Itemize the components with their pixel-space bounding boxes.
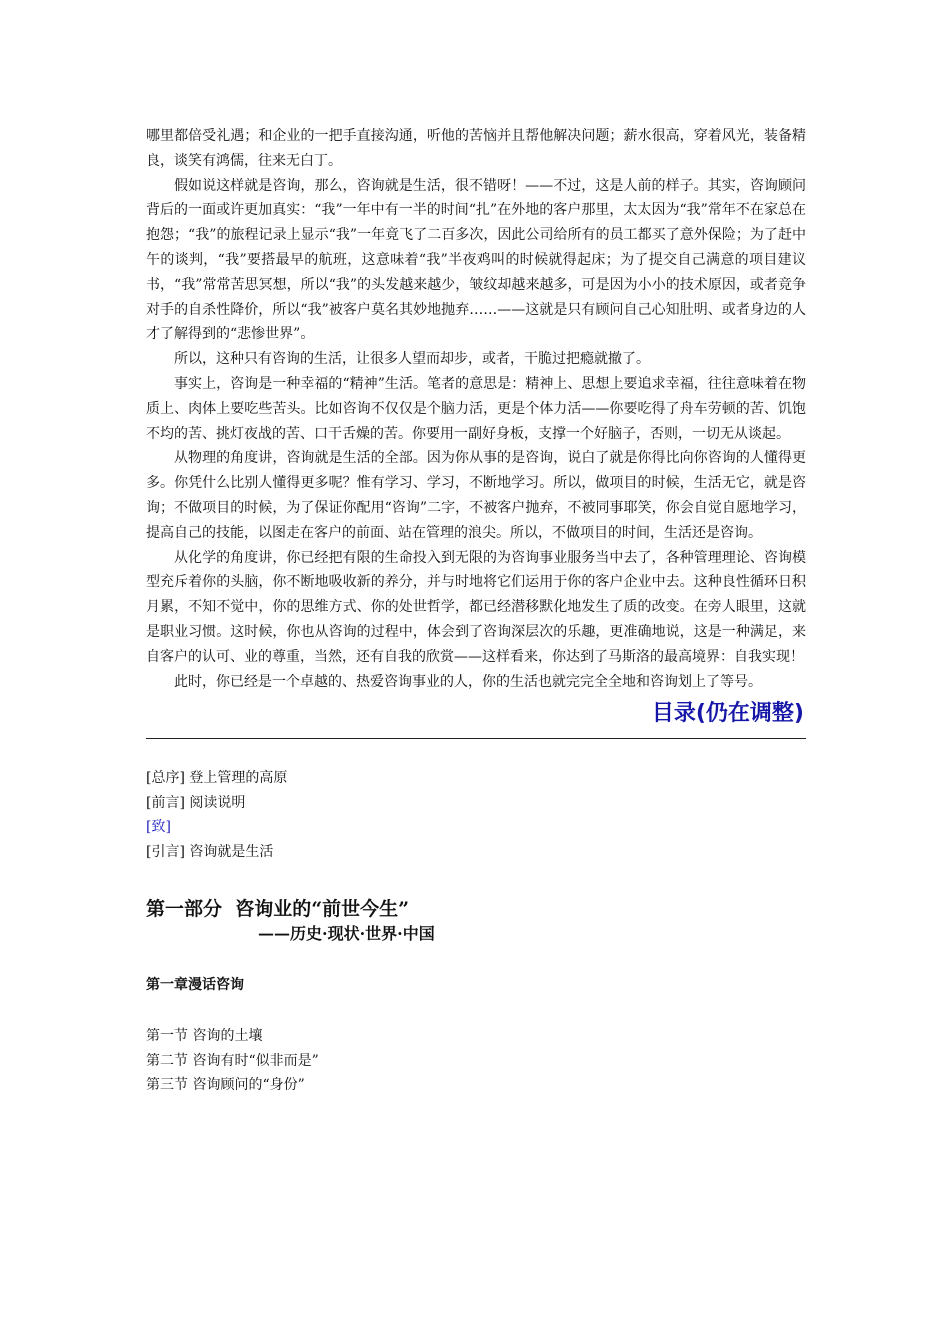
toc-heading: 目录(仍在调整) [651, 701, 804, 727]
chapter-title: 第一章漫话咨询 [146, 977, 244, 994]
toc-item-preface[interactable] [146, 766, 806, 791]
toc-item-introduction[interactable] [146, 840, 806, 865]
paragraph-6: 从化学的角度讲，你已经把有限的生命投入到无限的为咨询事业服务当中去了，各种管理理论、咨询模型充斥着你的头脑，你不断地吸收新的养分，并与时地将它们运用于你的客户企业中去。这种良性循环日积月累，不知不觉中，你的思维方式、你的处世哲学，都已经潜移默化地发生了质的改变。在旁人眼里，这就是职业习惯。这时候，你也从咨询的过程中，体会到了咨询深层次的乐趣，更准确地说，这是一种满足，来自客户的认可、业的尊重，当然，还有自我的欣赏——这样看来，你达到了马斯洛的最高境界：自我实现！ [146, 549, 806, 665]
toc-list [146, 766, 806, 864]
toc-item-title: 咨询就是生活 [189, 843, 274, 860]
paragraph-1: 哪里都倍受礼遇；和企业的一把手直接沟通，听他的苦恼并且帮他解决问题；薪水很高，穿着风光，装备精良，谈笑有鸿儒，往来无白丁。 [146, 128, 806, 169]
section-item[interactable] [146, 1024, 806, 1049]
toc-item-acknowledgement[interactable] [146, 815, 806, 840]
toc-item-tag: [前言] [146, 794, 185, 811]
section-list [146, 1024, 806, 1098]
toc-item-link[interactable]: [致] [146, 819, 171, 836]
toc-item-title: 登上管理的高原 [189, 770, 288, 787]
section-title: 咨询顾问的“身份” [192, 1077, 305, 1094]
toc-item-tag: [总序] [146, 770, 185, 787]
part-title: 第一部分 咨询业的“前世今生” [146, 898, 410, 921]
paragraph-7: 此时，你已经是一个卓越的、热爱咨询事业的人，你的生活也就完完全全地和咨询划上了等号。 [174, 673, 762, 690]
part-subtitle: ——历史·现状·世界·中国 [258, 924, 435, 944]
toc-item-tag: [引言] [146, 843, 185, 860]
section-item[interactable] [146, 1049, 806, 1074]
toc-divider [146, 738, 806, 739]
section-item[interactable] [146, 1073, 806, 1098]
body-text [146, 124, 806, 694]
toc-item-foreword[interactable] [146, 791, 806, 816]
paragraph-4: 事实上，咨询是一种幸福的“精神”生活。笔者的意思是：精神上、思想上要追求幸福，往往意味着在物质上、肉体上要吃些苦头。比如咨询不仅仅是个脑力活，更是个体力活——你要吃得了舟车劳顿的苦、饥饱不均的苦、挑灯夜战的苦、口干舌燥的苦。你要用一副好身板，支撑一个好脑子，否则，一切无从谈起。 [146, 375, 806, 442]
section-title: 咨询的土壤 [192, 1028, 263, 1045]
section-label: 第三节 [146, 1077, 188, 1094]
section-title: 咨询有时“似非而是” [192, 1052, 319, 1069]
toc-item-title: 阅读说明 [189, 794, 246, 811]
section-label: 第二节 [146, 1052, 188, 1069]
document-page [146, 124, 806, 1098]
paragraph-3: 所以，这种只有咨询的生活，让很多人望而却步，或者，干脆过把瘾就撤了。 [174, 351, 650, 368]
section-label: 第一节 [146, 1028, 188, 1045]
paragraph-5: 从物理的角度讲，咨询就是生活的全部。因为你从事的是咨询，说白了就是你得比向你咨询的人懂得更多。你凭什么比别人懂得更多呢？惟有学习、学习，不断地学习。所以，做项目的时候，生活无它，就是咨询；不做项目的时候，为了保证你配用“咨询”二字，不被客户抛弃，不被同事耶笑，你会自觉自愿地学习，提高自己的技能，以图走在客户的前面、站在管理的浪尖。所以，不做项目的时间，生活还是咨询。 [146, 450, 806, 541]
paragraph-2: 假如说这样就是咨询，那么，咨询就是生活，很不错呀！——不过，这是人前的样子。其实，咨询顾问背后的一面或许更加真实：“我”一年中有一半的时间“扎”在外地的客户那里，太太因为“我”常年不在家总在抱怨；“我”的旅程记录上显示“我”一年竟飞了二百多次，因此公司给所有的员工都买了意外保险；为了赶中午的谈判，“我”要搭最早的航班，这意味着“我”半夜鸡叫的时候就得起床；为了提交自己满意的项目建议书，“我”常常苦思冥想，所以“我”的头发越来越少，皱纹却越来越多，可是因为小小的技术原因，或者竞争对手的自杀性降价，所以“我”被客户莫名其妙地抛弃……——这就是只有顾问自己心知肚明、或者身边的人才了解得到的“悲惨世界”。 [146, 177, 806, 343]
